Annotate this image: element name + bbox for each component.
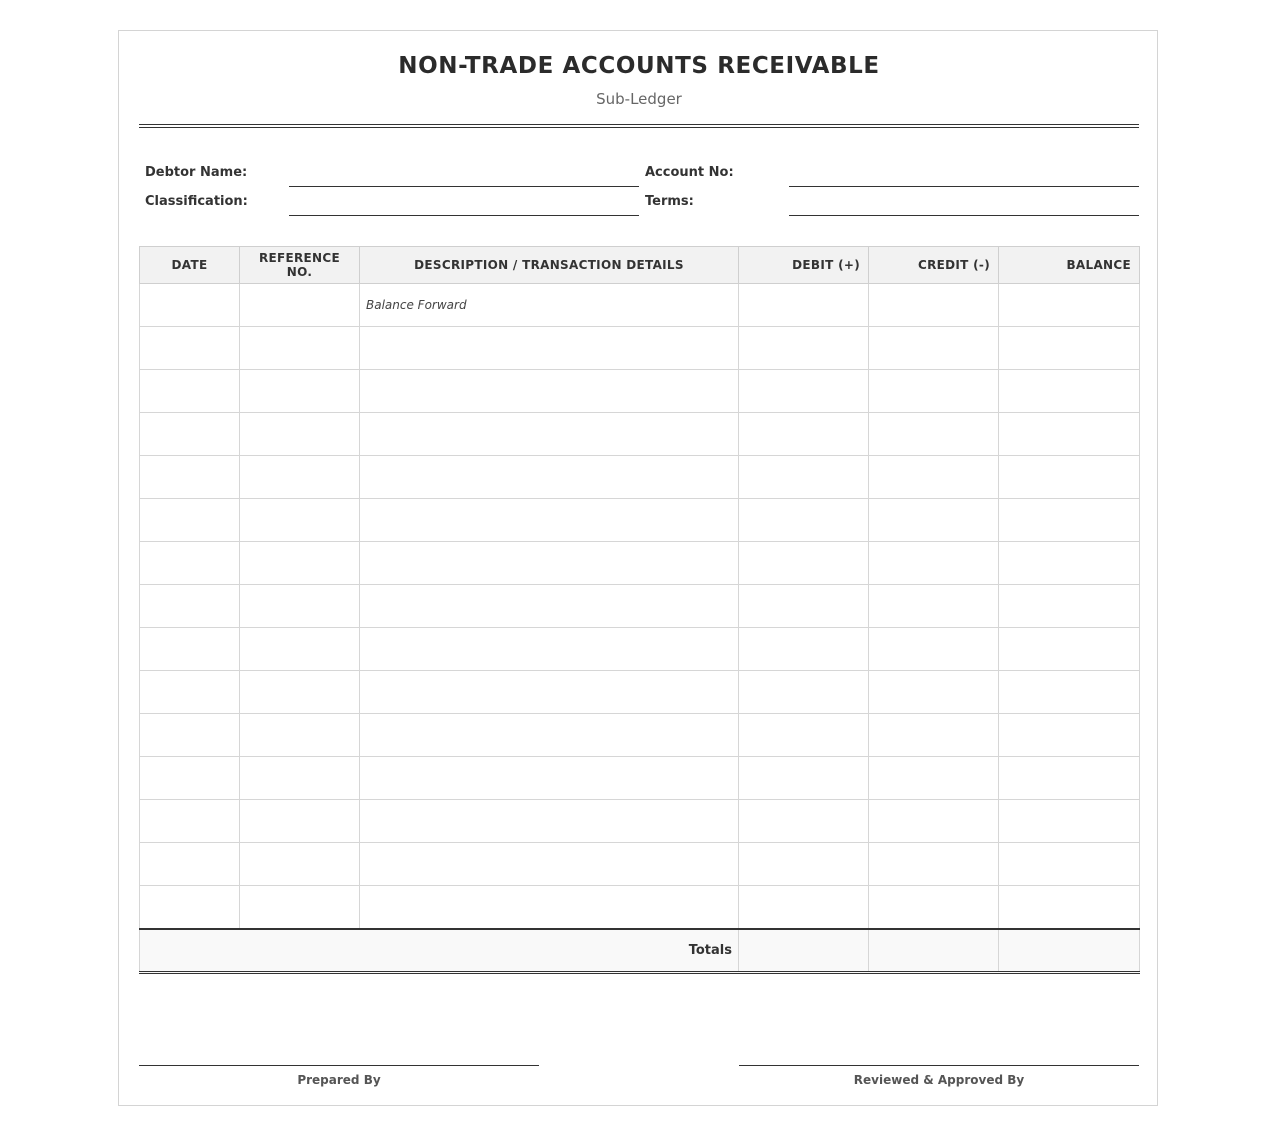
date-cell[interactable] — [140, 628, 240, 671]
credit-cell[interactable] — [869, 843, 999, 886]
description-cell[interactable] — [360, 757, 739, 800]
date-cell[interactable] — [140, 714, 240, 757]
prepared-by-label: Prepared By — [297, 1073, 381, 1087]
table-row — [140, 327, 1140, 370]
table-row — [140, 542, 1140, 585]
classification-label: Classification: — [145, 194, 248, 209]
balance-cell[interactable] — [999, 413, 1140, 456]
reference-cell[interactable] — [240, 671, 360, 714]
reference-cell[interactable] — [240, 327, 360, 370]
reference-cell[interactable] — [240, 456, 360, 499]
description-cell[interactable] — [360, 585, 739, 628]
description-cell[interactable] — [360, 714, 739, 757]
ledger-page — [118, 30, 1158, 1106]
terms-label: Terms: — [645, 194, 694, 209]
date-cell[interactable] — [140, 456, 240, 499]
balance-cell[interactable] — [999, 456, 1140, 499]
credit-cell[interactable] — [869, 499, 999, 542]
date-cell[interactable] — [140, 413, 240, 456]
description-cell[interactable] — [360, 456, 739, 499]
classification-field[interactable] — [289, 215, 639, 216]
reference-cell[interactable] — [240, 714, 360, 757]
total-credit-cell[interactable] — [869, 929, 999, 973]
column-header-date: DATE — [140, 247, 240, 284]
balance-cell[interactable] — [999, 800, 1140, 843]
table-row — [140, 413, 1140, 456]
column-header-debit: DEBIT (+) — [739, 247, 869, 284]
table-row — [140, 800, 1140, 843]
description-cell[interactable] — [360, 628, 739, 671]
description-cell[interactable] — [360, 499, 739, 542]
reference-cell[interactable] — [240, 628, 360, 671]
balance-cell[interactable] — [999, 714, 1140, 757]
reference-cell[interactable] — [240, 800, 360, 843]
description-cell[interactable] — [360, 843, 739, 886]
debit-cell[interactable] — [739, 413, 869, 456]
credit-cell[interactable] — [869, 671, 999, 714]
prepared-by-line[interactable] — [139, 1065, 539, 1066]
reference-cell[interactable] — [240, 499, 360, 542]
credit-cell[interactable] — [869, 327, 999, 370]
account-no-field[interactable] — [789, 186, 1139, 187]
credit-cell[interactable] — [869, 456, 999, 499]
debit-cell[interactable] — [739, 757, 869, 800]
credit-cell[interactable] — [869, 585, 999, 628]
credit-cell[interactable] — [869, 757, 999, 800]
credit-cell[interactable] — [869, 628, 999, 671]
reference-cell[interactable] — [240, 542, 360, 585]
date-cell[interactable] — [140, 370, 240, 413]
table-row — [140, 757, 1140, 800]
debtor-name-label: Debtor Name: — [145, 165, 248, 180]
date-cell[interactable] — [140, 284, 240, 327]
table-row — [140, 456, 1140, 499]
description-cell[interactable] — [360, 671, 739, 714]
date-cell[interactable] — [140, 757, 240, 800]
credit-cell[interactable] — [869, 886, 999, 930]
table-row — [140, 714, 1140, 757]
debit-cell[interactable] — [739, 585, 869, 628]
balance-cell[interactable] — [999, 585, 1140, 628]
reference-cell[interactable] — [240, 886, 360, 930]
column-header-balance: BALANCE — [999, 247, 1140, 284]
reviewed-by-label: Reviewed & Approved By — [853, 1073, 1025, 1087]
reference-cell[interactable] — [240, 585, 360, 628]
table-row — [140, 284, 1140, 327]
balance-cell[interactable] — [999, 843, 1140, 886]
document-title: NON-TRADE ACCOUNTS RECEIVABLE — [398, 53, 880, 79]
reviewed-by-line[interactable] — [739, 1065, 1139, 1066]
document-subtitle: Sub-Ledger — [596, 90, 682, 108]
column-header-description: DESCRIPTION / TRANSACTION DETAILS — [360, 247, 739, 284]
header-double-rule — [139, 124, 1139, 128]
date-cell[interactable] — [140, 671, 240, 714]
debit-cell[interactable] — [739, 499, 869, 542]
debtor-name-field[interactable] — [289, 186, 639, 187]
table-header-row — [140, 247, 1140, 284]
reference-cell[interactable] — [240, 757, 360, 800]
date-cell[interactable] — [140, 499, 240, 542]
balance-cell[interactable] — [999, 284, 1140, 327]
description-cell[interactable] — [360, 370, 739, 413]
date-cell[interactable] — [140, 843, 240, 886]
balance-cell[interactable] — [999, 628, 1140, 671]
column-header-credit: CREDIT (-) — [869, 247, 999, 284]
balance-cell[interactable] — [999, 757, 1140, 800]
reference-cell[interactable] — [240, 370, 360, 413]
ledger-table — [139, 246, 1140, 974]
debit-cell[interactable] — [739, 284, 869, 327]
totals-label: Totals — [140, 929, 739, 973]
date-cell[interactable] — [140, 327, 240, 370]
balance-cell[interactable] — [999, 671, 1140, 714]
credit-cell[interactable] — [869, 370, 999, 413]
credit-cell[interactable] — [869, 284, 999, 327]
table-row — [140, 886, 1140, 930]
description-cell[interactable] — [360, 886, 739, 930]
description-cell[interactable] — [360, 413, 739, 456]
description-cell[interactable] — [360, 800, 739, 843]
date-cell[interactable] — [140, 585, 240, 628]
debit-cell[interactable] — [739, 714, 869, 757]
reference-cell[interactable] — [240, 843, 360, 886]
date-cell[interactable] — [140, 800, 240, 843]
balance-cell[interactable] — [999, 542, 1140, 585]
reference-cell[interactable] — [240, 413, 360, 456]
description-cell[interactable] — [360, 542, 739, 585]
date-cell[interactable] — [140, 542, 240, 585]
description-cell[interactable] — [360, 327, 739, 370]
balance-cell[interactable] — [999, 499, 1140, 542]
debit-cell[interactable] — [739, 327, 869, 370]
table-row — [140, 843, 1140, 886]
credit-cell[interactable] — [869, 542, 999, 585]
debit-cell[interactable] — [739, 671, 869, 714]
balance-cell[interactable] — [999, 327, 1140, 370]
debit-cell[interactable] — [739, 628, 869, 671]
debit-cell[interactable] — [739, 843, 869, 886]
date-cell[interactable] — [140, 886, 240, 930]
table-row — [140, 499, 1140, 542]
total-balance-cell[interactable] — [999, 929, 1140, 973]
total-debit-cell[interactable] — [739, 929, 869, 973]
balance-cell[interactable] — [999, 370, 1140, 413]
debit-cell[interactable] — [739, 542, 869, 585]
account-no-label: Account No: — [645, 165, 734, 180]
balance-cell[interactable] — [999, 886, 1140, 930]
table-row — [140, 585, 1140, 628]
debit-cell[interactable] — [739, 886, 869, 930]
credit-cell[interactable] — [869, 800, 999, 843]
description-cell[interactable]: Balance Forward — [360, 284, 739, 327]
debit-cell[interactable] — [739, 370, 869, 413]
credit-cell[interactable] — [869, 413, 999, 456]
credit-cell[interactable] — [869, 714, 999, 757]
terms-field[interactable] — [789, 215, 1139, 216]
totals-row — [140, 929, 1140, 973]
table-row — [140, 671, 1140, 714]
debit-cell[interactable] — [739, 800, 869, 843]
reference-cell[interactable] — [240, 284, 360, 327]
debit-cell[interactable] — [739, 456, 869, 499]
column-header-reference: REFERENCE NO. — [240, 247, 360, 284]
table-row — [140, 370, 1140, 413]
document-header — [139, 31, 1139, 129]
table-row — [140, 628, 1140, 671]
